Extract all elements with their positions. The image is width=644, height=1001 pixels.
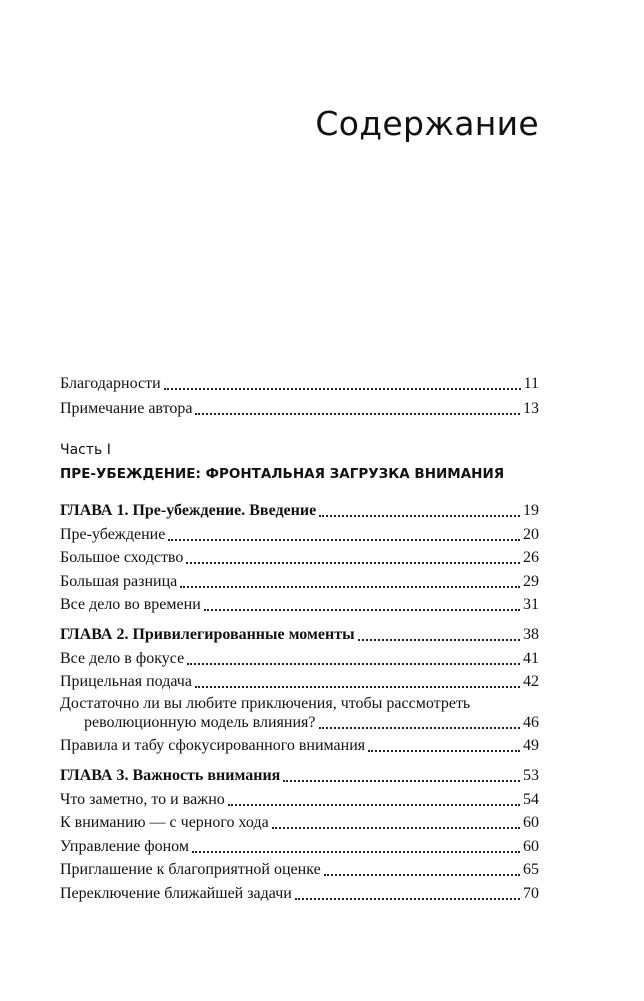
toc-entry-page: 26 [523,549,539,566]
dot-leader [228,804,520,806]
toc-entry-page: 42 [523,673,539,690]
toc-entry-page: 13 [523,400,539,417]
toc-entry-page: 60 [523,838,539,855]
toc-entry [60,811,539,833]
dot-leader [204,609,520,611]
dot-leader [295,898,520,900]
toc-chapter-2 [60,623,539,645]
toc-entry [60,858,539,880]
toc-entry-page: 60 [523,814,539,831]
toc-entry-label: Большое сходство [60,549,184,566]
toc-entry-label: Благодарности [60,375,161,392]
part-label: Часть I [60,442,111,458]
toc-entry-page: 53 [523,767,539,784]
toc-entry-label: Большая разница [60,573,178,590]
toc-entry-page: 19 [523,502,539,519]
toc-entry [60,882,539,904]
toc-entry-page: 41 [523,650,539,667]
dot-leader [319,727,521,729]
toc-chapter-title: ГЛАВА 1. Пре-убеждение. Введение [60,502,317,519]
toc-chapter-title: ГЛАВА 2. Привилегированные моменты [60,626,355,643]
toc-entry-label: Все дело в фокусе [60,650,185,667]
toc-entry-label: Правила и табу сфокусированного внимания [60,737,366,754]
dot-leader [187,663,520,665]
dot-leader [319,515,520,517]
toc-entry-label: К вниманию — с черного хода [60,814,269,831]
toc-entry-page: 65 [523,861,539,878]
toc-entry-page: 20 [523,526,539,543]
toc-entry [60,546,539,568]
toc-entry-page: 11 [523,375,539,392]
toc-entry-label-line1: Достаточно ли вы любите приключения, чтобы рассмотреть [60,695,471,712]
toc-entry [60,711,539,733]
page-title: Содержание [315,104,539,143]
toc-chapter-title: ГЛАВА 3. Важность внимания [60,767,281,784]
part-title: ПРЕ-УБЕЖДЕНИЕ: ФРОНТАЛЬНАЯ ЗАГРУЗКА ВНИМАНИЯ [60,466,505,482]
toc-entry-label-line2: революционную модель влияния? [84,714,316,731]
toc-page [60,0,539,1001]
dot-leader [186,562,520,564]
toc-entry [60,593,539,615]
toc-entry [60,570,539,592]
dot-leader [180,586,520,588]
toc-entry-page: 31 [523,596,539,613]
toc-entry-page: 49 [523,737,539,754]
toc-entry [60,670,539,692]
dot-leader [368,750,520,752]
toc-entry-label: Управление фоном [60,838,189,855]
toc-chapter-1 [60,499,539,521]
toc-entry-acknowledgements [60,372,539,394]
toc-entry-label: Все дело во времени [60,596,201,613]
toc-entry-page: 46 [523,714,539,731]
toc-entry-label: Что заметно, то и важно [60,791,225,808]
toc-entry-label: Пре-убеждение [60,526,166,543]
dot-leader [283,780,520,782]
toc-entry-label: Прицельная подача [60,673,192,690]
dot-leader [192,851,520,853]
dot-leader [195,686,520,688]
toc-entry [60,788,539,810]
dot-leader [272,827,520,829]
toc-entry-label: Переключение ближайшей задачи [60,885,292,902]
toc-entry-page: 70 [523,885,539,902]
toc-entry [60,523,539,545]
dot-leader [164,388,521,390]
toc-entry [60,734,539,756]
toc-entry-label: Приглашение к благоприятной оценке [60,861,321,878]
dot-leader [168,539,520,541]
toc-entry [60,835,539,857]
toc-entry-page: 29 [523,573,539,590]
dot-leader [195,413,520,415]
toc-entry [60,647,539,669]
dot-leader [358,639,520,641]
toc-entry-page: 38 [523,626,539,643]
toc-entry-author-note [60,397,539,419]
toc-entry-label: Примечание автора [60,400,193,417]
toc-entry-page: 54 [523,791,539,808]
dot-leader [324,874,520,876]
toc-chapter-3 [60,764,539,786]
